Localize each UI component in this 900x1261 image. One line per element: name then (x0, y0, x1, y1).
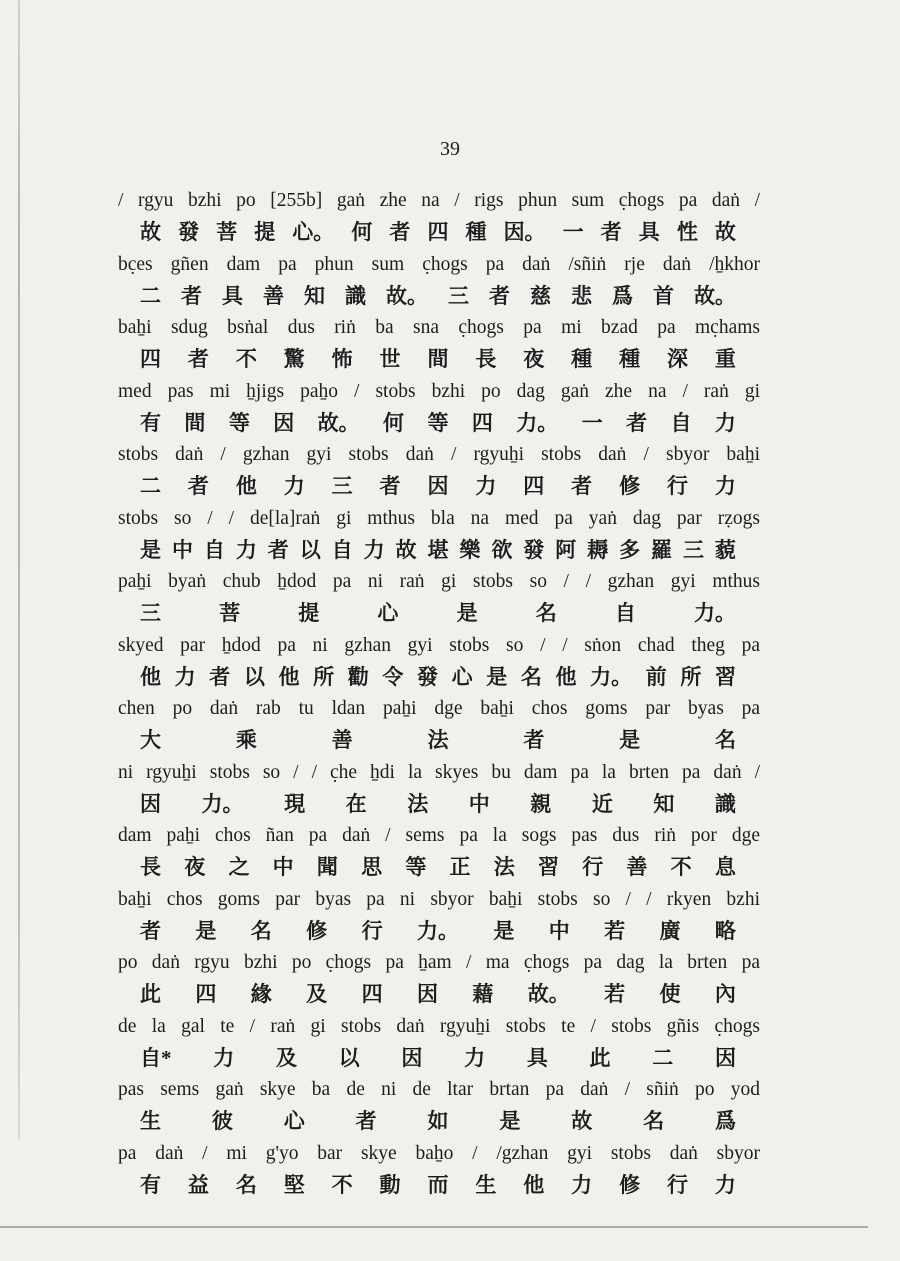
chinese-char: 故 (714, 220, 736, 244)
chinese-char: 力。 (590, 664, 633, 689)
line-pair (118, 504, 760, 568)
chinese-char: 力 (283, 474, 305, 498)
chinese-char: 所 (680, 664, 702, 689)
chinese-line (118, 597, 760, 630)
chinese-char: 善 (331, 728, 353, 752)
chinese-char: 自 (203, 537, 225, 562)
chinese-char: 法 (407, 791, 429, 816)
chinese-char: 力 (363, 537, 385, 562)
chinese-char: 乘 (235, 728, 257, 752)
chinese-char: 是 (499, 1109, 521, 1133)
tibetan-line: stobs so / / de[la]raṅ gi mthus bla na med pa yaṅ dag par rẓogs (118, 507, 760, 529)
chinese-char: 世 (379, 347, 401, 371)
chinese-char: 四 (427, 220, 449, 244)
chinese-char: 中 (171, 537, 193, 562)
chinese-char: 是 (195, 918, 217, 943)
tibetan-line: baẖi chos goms par byas pa ni sbyor baẖi stobs so / / rkyen bzhi (118, 888, 760, 910)
chinese-char: 力 (464, 1045, 486, 1070)
chinese-char: 習 (715, 664, 736, 689)
tibetan-line: pas sems gaṅ skye ba de ni de ltar brtan pa daṅ / sñiṅ po yod (118, 1079, 760, 1100)
chinese-char: 他 (140, 664, 161, 689)
chinese-char: 名 (643, 1109, 665, 1133)
chinese-char: 故。 (694, 283, 736, 308)
chinese-char: 知 (653, 791, 675, 816)
chinese-char: 心 (377, 601, 399, 625)
chinese-char: 堪 (427, 537, 449, 562)
chinese-char: 爲 (715, 1109, 736, 1133)
line-pair (118, 1012, 760, 1076)
chinese-line (118, 534, 760, 567)
chinese-char: 息 (714, 855, 736, 879)
chinese-char: 者 (379, 474, 401, 498)
chinese-char: 者 (626, 410, 648, 435)
chinese-char: 及 (306, 982, 328, 1006)
chinese-char: 夜 (523, 347, 545, 371)
chinese-char: 阿 (555, 537, 577, 562)
chinese-char: 動 (379, 1172, 401, 1197)
tibetan-line: de la gal te / raṅ gi stobs daṅ rgyuẖi stobs te / stobs gñis c̣hogs (118, 1015, 760, 1037)
chinese-char: 修 (306, 918, 328, 943)
chinese-char: 是 (486, 664, 508, 689)
chinese-char: 現 (284, 791, 306, 816)
chinese-line (118, 470, 760, 503)
chinese-char: 菩 (219, 601, 241, 625)
line-pair (118, 567, 760, 631)
chinese-char: 知 (304, 283, 325, 308)
chinese-char: 藉 (472, 982, 494, 1006)
chinese-char: 故。 (527, 982, 570, 1006)
tibetan-line: baẖi sdug bsṅal dus riṅ ba sna c̣hogs pa mi bzad pa mc̣hams (118, 317, 760, 338)
chinese-char: 故 (571, 1109, 593, 1133)
chinese-char: 力 (571, 1172, 593, 1197)
chinese-char: 使 (659, 982, 681, 1006)
chinese-char: 故。 (317, 410, 360, 435)
chinese-char: 四 (195, 982, 217, 1006)
chinese-char: 自 (614, 601, 636, 625)
chinese-char: 者 (181, 283, 202, 308)
tibetan-line: dam paẖi chos ñan pa daṅ / sems pa la sogs pas dus riṅ por dge (118, 825, 760, 846)
chinese-char: 等 (427, 410, 449, 435)
chinese-char: 力 (714, 1172, 736, 1197)
line-pair (118, 1075, 760, 1139)
chinese-char: 者 (187, 474, 209, 498)
line-pair (118, 313, 760, 377)
chinese-line (118, 1169, 760, 1202)
chinese-char: 故。 (386, 283, 428, 308)
chinese-char: 耨 (587, 537, 609, 562)
chinese-char: 因 (401, 1045, 423, 1070)
chinese-char: 故 (140, 220, 161, 244)
line-pair (118, 885, 760, 949)
tibetan-line: chen po daṅ rab tu ldan paẖi dge baẖi chos goms par byas pa (118, 698, 760, 719)
chinese-line (118, 407, 760, 440)
chinese-char: 力。 (693, 601, 736, 625)
chinese-char: 以 (243, 664, 265, 689)
chinese-char: 大 (140, 728, 161, 752)
chinese-char: 心。 (292, 220, 335, 244)
chinese-char: 羅 (651, 537, 672, 562)
line-pair (118, 948, 760, 1012)
tibetan-line: paẖi byaṅ chub ẖdod pa ni raṅ gi stobs so / / gzhan gyi mthus (118, 571, 760, 592)
line-pair (118, 1139, 760, 1203)
tibetan-line: med pas mi ẖjigs paẖo / stobs bzhi po dag gaṅ zhe na / raṅ gi (118, 380, 760, 402)
chinese-char: 性 (676, 220, 698, 244)
chinese-char: 內 (714, 982, 736, 1006)
chinese-line (118, 788, 760, 821)
chinese-char: 而 (427, 1172, 449, 1197)
chinese-char: 識 (714, 791, 736, 816)
chinese-char: 菩 (216, 220, 238, 244)
chinese-char: 重 (714, 347, 736, 371)
tibetan-line: stobs daṅ / gzhan gyi stobs daṅ / rgyuẖi stobs daṅ / sbyor baẖi (118, 444, 760, 465)
chinese-char: 間 (427, 347, 449, 371)
chinese-char: 不 (670, 855, 692, 879)
line-pair (118, 694, 760, 758)
chinese-char: 因 (140, 791, 161, 816)
chinese-char: 廣 (659, 918, 681, 943)
chinese-char: 名 (535, 601, 557, 625)
chinese-char: 因 (427, 474, 449, 498)
chinese-char: 者 (187, 347, 209, 371)
chinese-char: 生 (140, 1109, 161, 1133)
chinese-line (118, 851, 760, 884)
chinese-char: 益 (187, 1172, 209, 1197)
chinese-line (118, 1042, 760, 1075)
chinese-char: 提 (298, 601, 320, 625)
chinese-char: 提 (254, 220, 276, 244)
chinese-char: 何 (383, 410, 405, 435)
chinese-char: 四 (140, 347, 161, 371)
page-number: 39 (440, 138, 460, 160)
chinese-char: 發 (523, 537, 545, 562)
line-pair (118, 186, 760, 250)
chinese-char: 三 (682, 537, 704, 562)
chinese-char: 力 (174, 664, 196, 689)
chinese-char: 等 (405, 855, 427, 879)
chinese-char: 令 (382, 664, 404, 689)
tibetan-line: po daṅ rgyu bzhi po c̣hogs pa ẖam / ma c̣hogs pa dag la brten pa (118, 952, 760, 973)
chinese-char: 深 (666, 347, 688, 371)
chinese-char: 正 (449, 855, 471, 879)
chinese-line (118, 724, 760, 757)
chinese-char: 長 (475, 347, 497, 371)
chinese-char: 若 (604, 982, 626, 1006)
chinese-char: 四 (523, 474, 545, 498)
chinese-line (118, 915, 760, 948)
chinese-char: 此 (589, 1045, 611, 1070)
chinese-char: 名 (520, 664, 542, 689)
chinese-char: 是 (493, 918, 515, 943)
chinese-line (118, 216, 760, 249)
chinese-char: 善 (263, 283, 284, 308)
chinese-char: 中 (548, 918, 570, 943)
chinese-char: 行 (582, 855, 604, 879)
chinese-char: 是 (140, 537, 161, 562)
chinese-char: 名 (250, 918, 272, 943)
chinese-char: 長 (140, 855, 161, 879)
chinese-char: 善 (626, 855, 648, 879)
chinese-char: 者 (209, 664, 231, 689)
chinese-char: 力。 (516, 410, 559, 435)
chinese-char: 聞 (316, 855, 338, 879)
chinese-char: 者 (571, 474, 593, 498)
chinese-char: 略 (714, 918, 736, 943)
chinese-char: 以 (338, 1045, 360, 1070)
tibetan-line: pa daṅ / mi g'yo bar skye baẖo / /gzhan gyi stobs daṅ sbyor (118, 1142, 760, 1164)
chinese-char: 是 (619, 728, 641, 752)
chinese-line (118, 280, 760, 313)
chinese-char: 心 (283, 1109, 305, 1133)
chinese-char: 在 (345, 791, 367, 816)
chinese-char: 種 (571, 347, 593, 371)
chinese-char: 四 (471, 410, 493, 435)
chinese-char: 親 (530, 791, 552, 816)
chinese-char: 不 (235, 347, 257, 371)
chinese-char: 勸 (347, 664, 369, 689)
line-pair (118, 377, 760, 441)
chinese-char: 悲 (571, 283, 592, 308)
text-body (118, 186, 760, 1202)
chinese-char: 法 (427, 728, 449, 752)
chinese-line (118, 661, 760, 694)
chinese-char: 前 (645, 664, 667, 689)
line-pair (118, 821, 760, 885)
chinese-char: 此 (140, 982, 161, 1006)
chinese-char: 首 (653, 283, 674, 308)
chinese-char: 具 (526, 1045, 548, 1070)
chinese-char: 彼 (211, 1109, 233, 1133)
chinese-char: 力 (213, 1045, 235, 1070)
chinese-char: 識 (345, 283, 366, 308)
chinese-char: 行 (666, 474, 688, 498)
chinese-char: 多 (619, 537, 641, 562)
chinese-char: 樂 (459, 537, 481, 562)
chinese-char: 名 (235, 1172, 257, 1197)
line-pair (118, 250, 760, 314)
chinese-char: 是 (456, 601, 478, 625)
chinese-char: 故 (395, 537, 417, 562)
chinese-char: 一 (562, 220, 584, 244)
chinese-char: 名 (714, 728, 736, 752)
chinese-line (118, 1105, 760, 1138)
chinese-char: 因。 (503, 220, 546, 244)
chinese-char: 二 (140, 283, 161, 308)
chinese-char: 以 (299, 537, 321, 562)
chinese-char: 心 (451, 664, 473, 689)
chinese-char: 修 (619, 474, 641, 498)
chinese-char: 修 (619, 1172, 641, 1197)
chinese-char: 欲 (491, 537, 513, 562)
chinese-char: 他 (555, 664, 577, 689)
chinese-char: 不 (331, 1172, 353, 1197)
chinese-char: 怖 (331, 347, 353, 371)
chinese-char: 因 (273, 410, 295, 435)
chinese-line (118, 978, 760, 1011)
chinese-char: 中 (272, 855, 294, 879)
chinese-line (118, 343, 760, 376)
chinese-char: 他 (523, 1172, 545, 1197)
tibetan-line: ni rgyuẖi stobs so / / c̣he ẖdi la skyes bu dam pa la brten pa daṅ / (118, 761, 760, 783)
chinese-char: 者 (140, 918, 161, 943)
chinese-char: 有 (140, 410, 161, 435)
chinese-char: 種 (619, 347, 641, 371)
chinese-char: 種 (465, 220, 487, 244)
line-pair (118, 440, 760, 504)
chinese-char: 有 (140, 1172, 161, 1197)
chinese-char: 四 (361, 982, 383, 1006)
chinese-char: 行 (361, 918, 383, 943)
chinese-char: 如 (427, 1109, 449, 1133)
chinese-char: 近 (591, 791, 613, 816)
chinese-char: 行 (666, 1172, 688, 1197)
chinese-char: 者 (489, 283, 510, 308)
chinese-char: 習 (537, 855, 559, 879)
chinese-char: 三 (140, 601, 161, 625)
chinese-char: 所 (313, 664, 335, 689)
chinese-char: 堅 (283, 1172, 305, 1197)
chinese-char: 力 (235, 537, 257, 562)
chinese-char: 自* (140, 1045, 172, 1070)
chinese-char: 者 (600, 220, 622, 244)
chinese-char: 力 (475, 474, 497, 498)
chinese-char: 爲 (612, 283, 633, 308)
chinese-char: 驚 (283, 347, 305, 371)
chinese-char: 中 (468, 791, 490, 816)
chinese-char: 自 (670, 410, 692, 435)
chinese-char: 之 (228, 855, 250, 879)
chinese-char: 三 (331, 474, 353, 498)
binding-margin-line (18, 0, 20, 1140)
chinese-char: 具 (222, 283, 243, 308)
chinese-char: 力。 (201, 791, 244, 816)
tibetan-line: / rgyu bzhi po [255b] gaṅ zhe na / rigs phun sum c̣hogs pa daṅ / (118, 190, 760, 211)
tibetan-line: bc̣es gñen dam pa phun sum c̣hogs pa daṅ /sñiṅ rje daṅ /ẖkhor (118, 253, 760, 275)
chinese-char: 緣 (250, 982, 272, 1006)
chinese-char: 他 (235, 474, 257, 498)
chinese-char: 者 (523, 728, 545, 752)
chinese-char: 他 (278, 664, 300, 689)
chinese-char: 一 (581, 410, 603, 435)
tibetan-line: skyed par ẖdod pa ni gzhan gyi stobs so / / sṅon chad theg pa (118, 634, 760, 656)
line-pair (118, 758, 760, 822)
chinese-char: 等 (228, 410, 250, 435)
chinese-char: 因 (416, 982, 438, 1006)
chinese-char: 二 (140, 474, 161, 498)
chinese-char: 法 (493, 855, 515, 879)
chinese-char: 力 (714, 474, 736, 498)
bottom-rule (0, 1226, 868, 1228)
chinese-char: 因 (714, 1045, 736, 1070)
chinese-char: 者 (267, 537, 289, 562)
chinese-char: 及 (275, 1045, 297, 1070)
chinese-char: 二 (652, 1045, 674, 1070)
chinese-char: 者 (389, 220, 411, 244)
chinese-char: 慈 (530, 283, 551, 308)
chinese-char: 發 (417, 664, 438, 689)
chinese-char: 自 (331, 537, 353, 562)
chinese-char: 具 (638, 220, 660, 244)
chinese-char: 夜 (184, 855, 206, 879)
chinese-char: 三 (448, 283, 469, 308)
chinese-char: 藐 (714, 537, 736, 562)
chinese-char: 間 (184, 410, 206, 435)
chinese-char: 若 (604, 918, 626, 943)
line-pair (118, 631, 760, 695)
chinese-char: 思 (361, 855, 383, 879)
chinese-char: 生 (475, 1172, 497, 1197)
chinese-char: 力。 (416, 918, 459, 943)
chinese-char: 發 (178, 220, 200, 244)
chinese-char: 者 (355, 1109, 377, 1133)
chinese-char: 何 (351, 220, 373, 244)
chinese-char: 力 (714, 410, 736, 435)
